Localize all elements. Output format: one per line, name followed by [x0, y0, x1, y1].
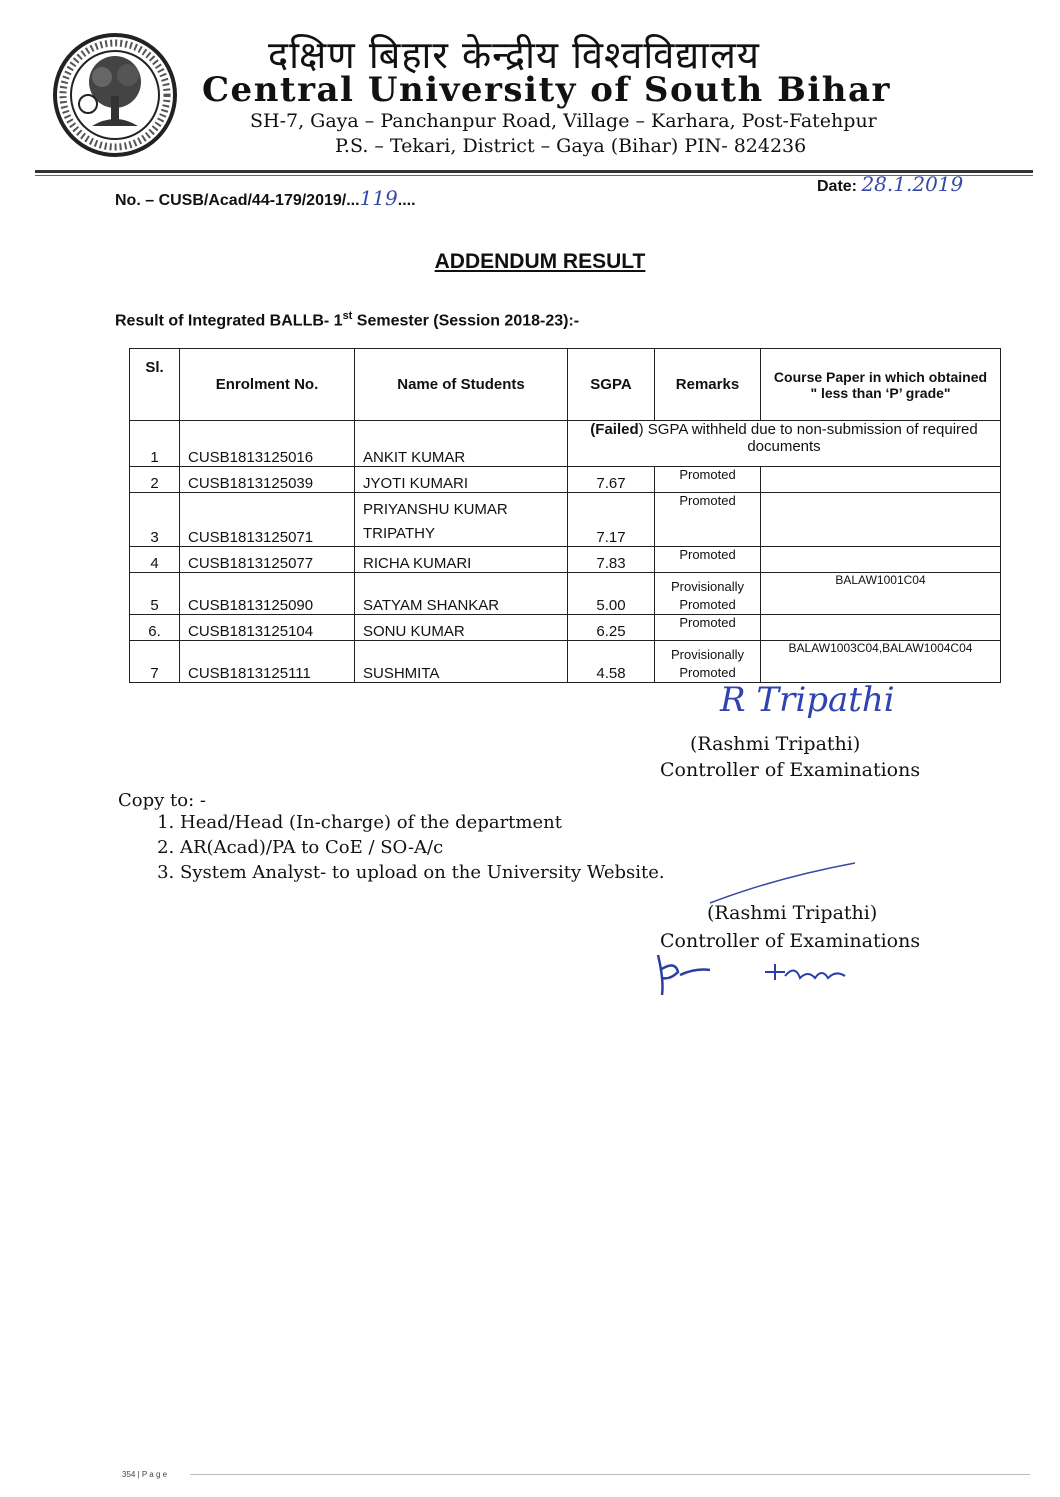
- row-enrolment: CUSB1813125104: [180, 615, 355, 641]
- row-sgpa: 7.17: [568, 493, 655, 547]
- address-line-1: SH-7, Gaya – Panchanpur Road, Village – Karhara, Post-Fatehpur: [250, 110, 877, 132]
- university-seal-icon: [40, 30, 190, 160]
- row-remarks: Promoted: [655, 615, 761, 641]
- row-sgpa: 7.67: [568, 467, 655, 493]
- row-sl: 4: [130, 547, 180, 573]
- row-name: ANKIT KUMAR: [355, 421, 568, 467]
- subheading-superscript: st: [342, 310, 353, 322]
- copy-to-label: Copy to: -: [118, 790, 206, 811]
- table-row: [130, 641, 1001, 683]
- row-enrolment: CUSB1813125071: [180, 493, 355, 547]
- row-merged-remark: [568, 421, 1001, 467]
- reference-label: No. – CUSB/Acad/44-179/2019/...: [115, 192, 360, 209]
- row-enrolment: CUSB1813125077: [180, 547, 355, 573]
- copy-to-item: 3. System Analyst- to upload on the University Website.: [180, 860, 665, 885]
- page-footer: 354 | P a g e: [122, 1470, 168, 1479]
- row-enrolment: CUSB1813125016: [180, 421, 355, 467]
- document-heading: ADDENDUM RESULT: [434, 250, 646, 273]
- row-enrolment: CUSB1813125090: [180, 573, 355, 615]
- row-sgpa: 6.25: [568, 615, 655, 641]
- signatory-name: (Rashmi Tripathi): [690, 733, 861, 755]
- table-header-row: [130, 349, 1001, 421]
- row-sl: 5: [130, 573, 180, 615]
- row-sl: 1: [130, 421, 180, 467]
- row-enrolment: CUSB1813125039: [180, 467, 355, 493]
- header-enrolment: Enrolment No.: [180, 349, 355, 421]
- table-row: [130, 573, 1001, 615]
- handwritten-date: 28.1.2019: [861, 172, 964, 196]
- row-sl: 2: [130, 467, 180, 493]
- table-row: [130, 421, 1001, 467]
- row-name: SATYAM SHANKAR: [355, 573, 568, 615]
- row-name: SONU KUMAR: [355, 615, 568, 641]
- handwritten-signature: R Tripathi: [720, 680, 895, 720]
- subheading-prefix: Result of Integrated BALLB- 1: [115, 312, 343, 330]
- row-sl: 3: [130, 493, 180, 547]
- row-remarks: Promoted: [655, 467, 761, 493]
- header-sgpa: SGPA: [568, 349, 655, 421]
- table-row: [130, 615, 1001, 641]
- row-name: PRIYANSHU KUMAR TRIPATHY: [355, 493, 568, 547]
- header-name: Name of Students: [355, 349, 568, 421]
- footer-rule: [190, 1474, 1030, 1475]
- table-row: [130, 467, 1001, 493]
- handwritten-reference: 119: [359, 186, 398, 210]
- reference-number: [115, 186, 416, 210]
- document-date: [817, 172, 963, 196]
- row-remarks: Provisionally Promoted: [655, 573, 761, 615]
- university-logo: [40, 30, 190, 160]
- row-sl: 7: [130, 641, 180, 683]
- failed-label: (Failed: [590, 421, 639, 438]
- header-sl: Sl.: [130, 349, 180, 421]
- copy-to-list: [150, 810, 665, 885]
- withheld-note: ) SGPA withheld due to non-submission of required documents: [638, 421, 978, 455]
- copy-to-item: 2. AR(Acad)/PA to CoE / SO-A/c: [180, 835, 665, 860]
- row-enrolment: CUSB1813125111: [180, 641, 355, 683]
- row-course-paper: [761, 467, 1001, 493]
- signatory-name: (Rashmi Tripathi): [707, 902, 878, 924]
- row-course-paper: BALAW1001C04: [761, 573, 1001, 615]
- signatory-title: Controller of Examinations: [660, 759, 921, 781]
- signatory-title: Controller of Examinations: [660, 930, 921, 952]
- result-subheading: [115, 310, 579, 330]
- reference-trailing: ....: [397, 192, 416, 209]
- row-name: RICHA KUMARI: [355, 547, 568, 573]
- handwritten-initials: [650, 950, 880, 1005]
- header-remarks: Remarks: [655, 349, 761, 421]
- row-sgpa: 5.00: [568, 573, 655, 615]
- header-course-paper: Course Paper in which obtained " less than ‘P’ grade": [761, 349, 1001, 421]
- hindi-university-name: दक्षिण बिहार केन्द्रीय विश्वविद्यालय: [268, 33, 760, 77]
- row-remarks: Provisionally Promoted: [655, 641, 761, 683]
- row-sgpa: 7.83: [568, 547, 655, 573]
- subheading-suffix: Semester (Session 2018-23):-: [352, 312, 580, 330]
- table-row: [130, 547, 1001, 573]
- english-university-name: Central University of South Bihar: [202, 70, 891, 110]
- row-sgpa: 4.58: [568, 641, 655, 683]
- row-course-paper: BALAW1003C04,BALAW1004C04: [761, 641, 1001, 683]
- row-remarks: Promoted: [655, 493, 761, 547]
- row-name: JYOTI KUMARI: [355, 467, 568, 493]
- result-table: [129, 348, 1001, 683]
- date-label: Date:: [817, 178, 862, 195]
- row-course-paper: [761, 493, 1001, 547]
- row-name: SUSHMITA: [355, 641, 568, 683]
- copy-to-item: 1. Head/Head (In-charge) of the department: [180, 810, 665, 835]
- table-row: [130, 493, 1001, 547]
- row-sl: 6.: [130, 615, 180, 641]
- address-line-2: P.S. – Tekari, District – Gaya (Bihar) PIN- 824236: [335, 135, 807, 157]
- row-course-paper: [761, 615, 1001, 641]
- row-remarks: Promoted: [655, 547, 761, 573]
- row-course-paper: [761, 547, 1001, 573]
